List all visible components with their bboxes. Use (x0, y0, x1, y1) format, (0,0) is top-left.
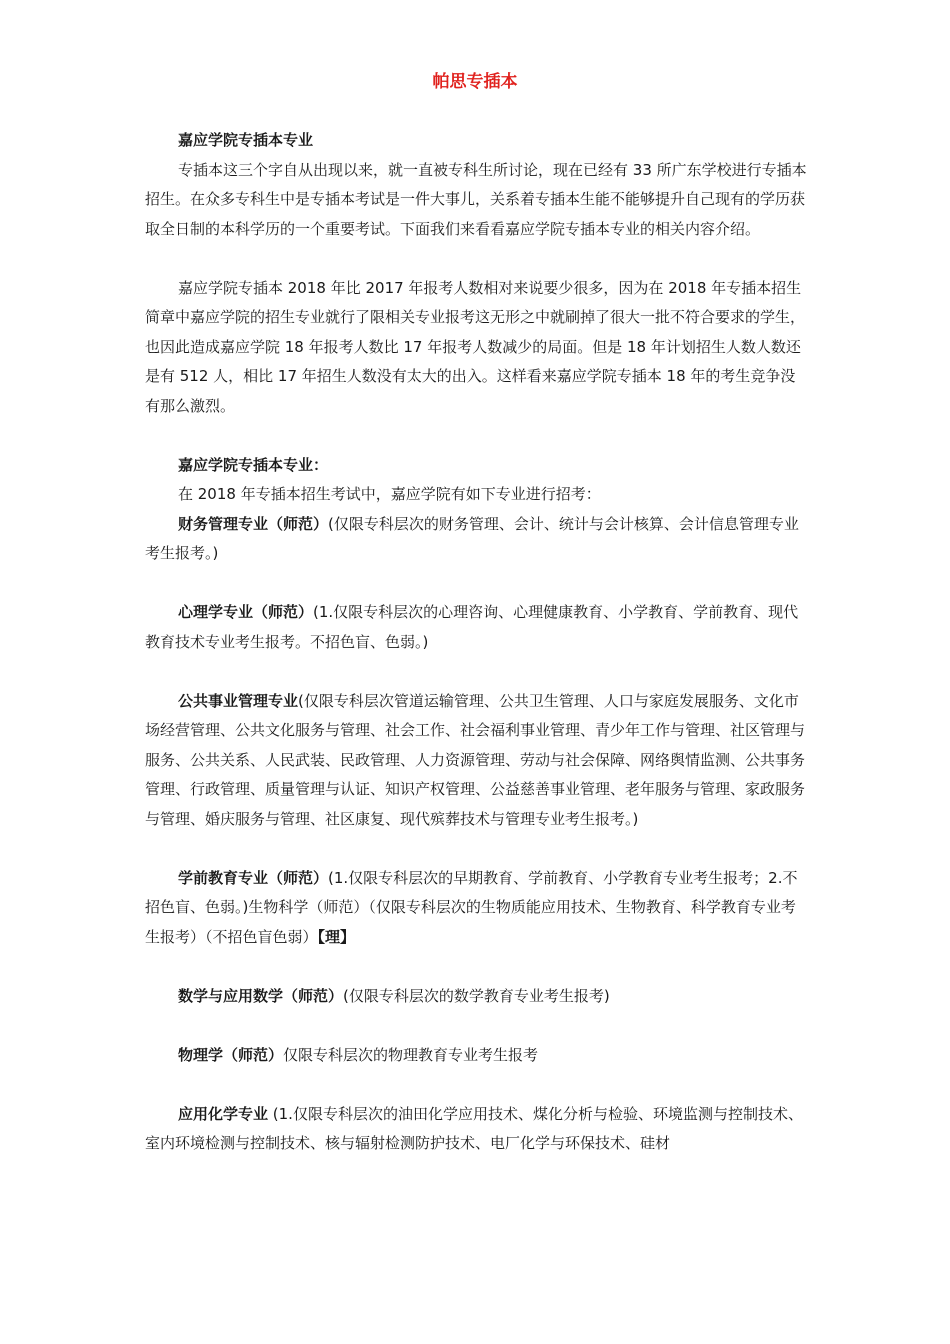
intro-paragraph: 专插本这三个字自从出现以来，就一直被专科生所讨论，现在已经有 33 所广东学校进行专插本招生。在众多专科生中是专插本考试是一件大事儿，关系着专插本生能不能够提升自己现有的学历获取全日制的本科学历的一个重要考试。下面我们来看看嘉应学院专插本专业的相关内容介绍。 (145, 160, 807, 238)
major-item: 应用化学专业 (1.仅限专科层次的油田化学应用技术、煤化分析与检验、环境监测与控制技术、室内环境检测与控制技术、核与辐射检测防护技术、电厂化学与环保技术、硅材 (145, 1104, 803, 1152)
major-item: 财务管理专业（师范）(仅限专科层次的财务管理、会计、统计与会计核算、会计信息管理专业考生报考。) (145, 514, 799, 562)
document-body (145, 126, 807, 1159)
enrollment-paragraph: 嘉应学院专插本 2018 年比 2017 年报考人数相对来说要少很多，因为在 2018 年专插本招生简章中嘉应学院的招生专业就行了限相关专业报考这无形之中就刷掉了很大一批不符合要求的学生，也因此造成嘉应学院 18 年报考人数比 17 年报考人数减少的局面。但是 18 年计划招生人数人数还是有 512 人，相比 17 年招生人数没有太大的出入。这样看来嘉应学院专插本 18 年的考生竞争没有那么激烈。 (145, 278, 806, 415)
major-item: 物理学（师范）仅限专科层次的物理教育专业考生报考 (178, 1045, 539, 1064)
major-item: 数学与应用数学（师范）(仅限专科层次的数学教育专业考生报考) (178, 986, 610, 1005)
major-item: 公共事业管理专业(仅限专科层次管道运输管理、公共卫生管理、人口与家庭发展服务、文化市场经营管理、公共文化服务与管理、社会工作、社会福利事业管理、青少年工作与管理、社区管理与服务、公共关系、人民武装、民政管理、人力资源管理、劳动与社会保障、网络舆情监测、公共事务管理、行政管理、质量管理与认证、知识产权管理、公益慈善事业管理、老年服务与管理、家政服务与管理、婚庆服务与管理、社区康复、现代殡葬技术与管理专业考生报考。) (145, 691, 806, 828)
majors-heading: 嘉应学院专插本专业： (178, 455, 329, 474)
majors-intro: 在 2018 年专插本招生考试中，嘉应学院有如下专业进行招考： (178, 485, 601, 503)
major-item: 心理学专业（师范）(1.仅限专科层次的心理咨询、心理健康教育、小学教育、学前教育、现代教育技术专业考生报考。不招色盲、色弱。) (145, 603, 799, 651)
intro-heading: 嘉应学院专插本专业 (178, 131, 314, 149)
major-item: 学前教育专业（师范）(1.仅限专科层次的早期教育、学前教育、小学教育专业考生报考；2.不招色盲、色弱。)生物科学（师范）（仅限专科层次的生物质能应用技术、生物教育、科学教育专业考生报考）（不招色盲色弱）【理】 (145, 868, 798, 946)
page-title: 帕思专插本 (432, 72, 518, 92)
